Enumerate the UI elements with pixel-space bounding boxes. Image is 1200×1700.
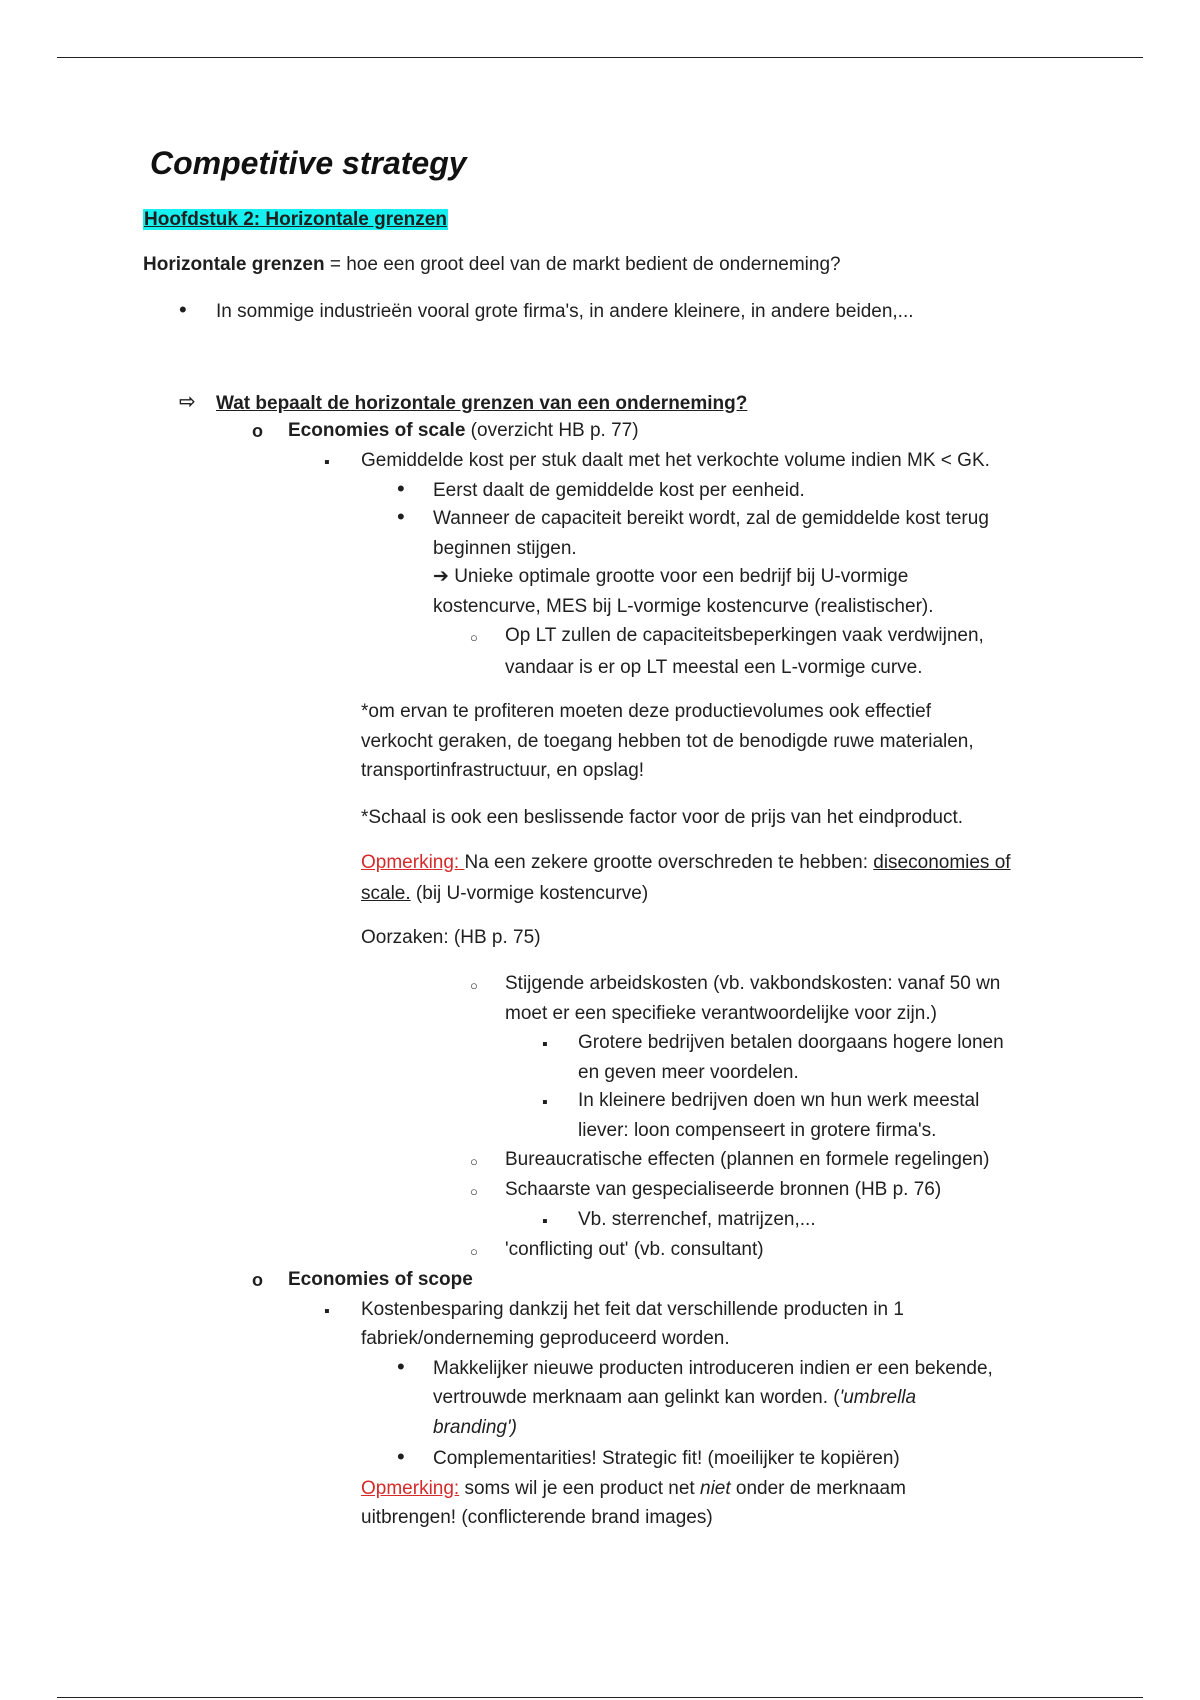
note1-l2: verkocht geraken, de toegang hebben tot de benodigde ruwe materialen, <box>361 731 974 752</box>
bullet-square-icon <box>542 1208 548 1234</box>
bullet-open-circle-icon <box>470 972 478 998</box>
industry-bullet: In sommige industrieën vooral grote firma's, in andere kleinere, in andere beiden,... <box>216 301 914 322</box>
scope-remark-a: soms wil je een product net <box>459 1478 700 1499</box>
scope-remark-b: onder de merknaam <box>730 1478 906 1499</box>
causes-label: Oorzaken: (HB p. 75) <box>361 927 541 948</box>
arrow-right-icon <box>179 390 196 414</box>
scope-point-l1: Kostenbesparing dankzij het feit dat verschillende producten in 1 <box>361 1299 904 1320</box>
definition-line <box>143 253 841 277</box>
eos-remark-l1 <box>361 851 1011 875</box>
definition-term: Horizontale grenzen <box>143 254 325 275</box>
eos-ref: (overzicht HB p. 77) <box>465 420 639 441</box>
scope-s1-l2-text: vertrouwde merknaam aan gelinkt kan worden. ( <box>433 1387 840 1408</box>
diseconomies-term: diseconomies of <box>873 852 1011 873</box>
umbrella-term: 'umbrella <box>839 1387 917 1408</box>
eos-heading-line <box>288 419 639 443</box>
eos-lt-l1: Op LT zullen de capaciteitsbeperkingen vaak verdwijnen, <box>505 625 984 646</box>
scope-s1-l2 <box>433 1386 916 1410</box>
scope-remark-emph: niet <box>700 1478 731 1499</box>
bullet-square-icon <box>324 449 330 475</box>
scope-heading: Economies of scope <box>288 1269 473 1290</box>
scope-remark-l1 <box>361 1477 906 1501</box>
bullet-square-icon <box>542 1089 548 1115</box>
cause1-l1: Stijgende arbeidskosten (vb. vakbondskosten: vanaf 50 wn <box>505 973 1001 994</box>
note1-l1: *om ervan te profiteren moeten deze productievolumes ook effectief <box>361 701 931 722</box>
cause3a: Vb. sterrenchef, matrijzen,... <box>578 1209 816 1230</box>
eos-sub2-l3-text: Unieke optimale grootte voor een bedrijf bij U-vormige <box>448 566 909 587</box>
bullet-disc-icon <box>397 505 405 530</box>
bullet-open-circle-icon <box>470 1148 478 1174</box>
bullet-open-circle-icon <box>470 1238 478 1264</box>
cause1a-l1: Grotere bedrijven betalen doorgaans hogere lonen <box>578 1032 1004 1053</box>
arrow-icon: ➔ <box>433 566 449 587</box>
eos-sub2-l3 <box>433 565 908 589</box>
scope-s1-l1: Makkelijker nieuwe producten introduceren indien er een bekende, <box>433 1358 993 1379</box>
eos-sub1: Eerst daalt de gemiddelde kost per eenheid. <box>433 480 805 501</box>
eos-sub2-l2: beginnen stijgen. <box>433 538 577 559</box>
scope-s2: Complementarities! Strategic fit! (moeilijker te kopiëren) <box>433 1448 900 1469</box>
cause1b-l2: liever: loon compenseert in grotere firma's. <box>578 1120 937 1141</box>
scope-remark-label: Opmerking: <box>361 1478 460 1499</box>
scope-s1-l3: branding') <box>433 1417 517 1438</box>
eos-sub2-l1: Wanneer de capaciteit bereikt wordt, zal de gemiddelde kost terug <box>433 508 989 529</box>
cause1a-l2: en geven meer voordelen. <box>578 1062 799 1083</box>
note1-l3: transportinfrastructuur, en opslag! <box>361 760 645 781</box>
definition-text: = hoe een groot deel van de markt bedient de onderneming? <box>324 254 841 275</box>
bullet-square-icon <box>542 1031 548 1057</box>
bullet-disc-icon <box>397 1445 405 1470</box>
bullet-circle-icon <box>252 1268 263 1292</box>
remark-tail: (bij U-vormige kostencurve) <box>410 883 649 904</box>
diseconomies-term-2: scale. <box>361 883 411 904</box>
remark-label: Opmerking: <box>361 852 465 873</box>
scope-point-l2: fabriek/onderneming geproduceerd worden. <box>361 1328 730 1349</box>
question-heading: Wat bepaalt de horizontale grenzen van een onderneming? <box>216 393 748 414</box>
bullet-disc-icon <box>397 1355 405 1380</box>
eos-lt-l2: vandaar is er op LT meestal een L-vormige curve. <box>505 657 923 678</box>
footer-rule <box>57 1697 1143 1698</box>
scope-remark-l2: uitbrengen! (conflicterende brand images) <box>361 1507 713 1528</box>
remark-text: Na een zekere grootte overschreden te hebben: <box>464 852 874 873</box>
eos-sub2-l4: kostencurve, MES bij L-vormige kostencurve (realistischer). <box>433 596 934 617</box>
note2: *Schaal is ook een beslissende factor voor de prijs van het eindproduct. <box>361 807 964 828</box>
cause2: Bureaucratische effecten (plannen en formele regelingen) <box>505 1149 990 1170</box>
bullet-circle-icon <box>252 419 263 443</box>
eos-heading: Economies of scale <box>288 420 466 441</box>
cause3: Schaarste van gespecialiseerde bronnen (HB p. 76) <box>505 1179 942 1200</box>
eos-remark-l2 <box>361 882 648 906</box>
cause1b-l1: In kleinere bedrijven doen wn hun werk meestal <box>578 1090 980 1111</box>
bullet-disc-icon <box>179 298 187 323</box>
cause4: 'conflicting out' (vb. consultant) <box>505 1239 764 1260</box>
eos-point: Gemiddelde kost per stuk daalt met het verkochte volume indien MK < GK. <box>361 450 990 471</box>
cause1-l2: moet er een specifieke verantwoordelijke voor zijn.) <box>505 1003 937 1024</box>
chapter-heading <box>143 208 448 232</box>
bullet-disc-icon <box>397 477 405 502</box>
bullet-open-circle-icon <box>470 624 478 650</box>
bullet-open-circle-icon <box>470 1178 478 1204</box>
bullet-square-icon <box>324 1298 330 1324</box>
chapter-heading-text: Hoofdstuk 2: Horizontale grenzen <box>144 209 447 230</box>
page-title: Competitive strategy <box>150 145 467 181</box>
header-rule <box>57 57 1143 58</box>
